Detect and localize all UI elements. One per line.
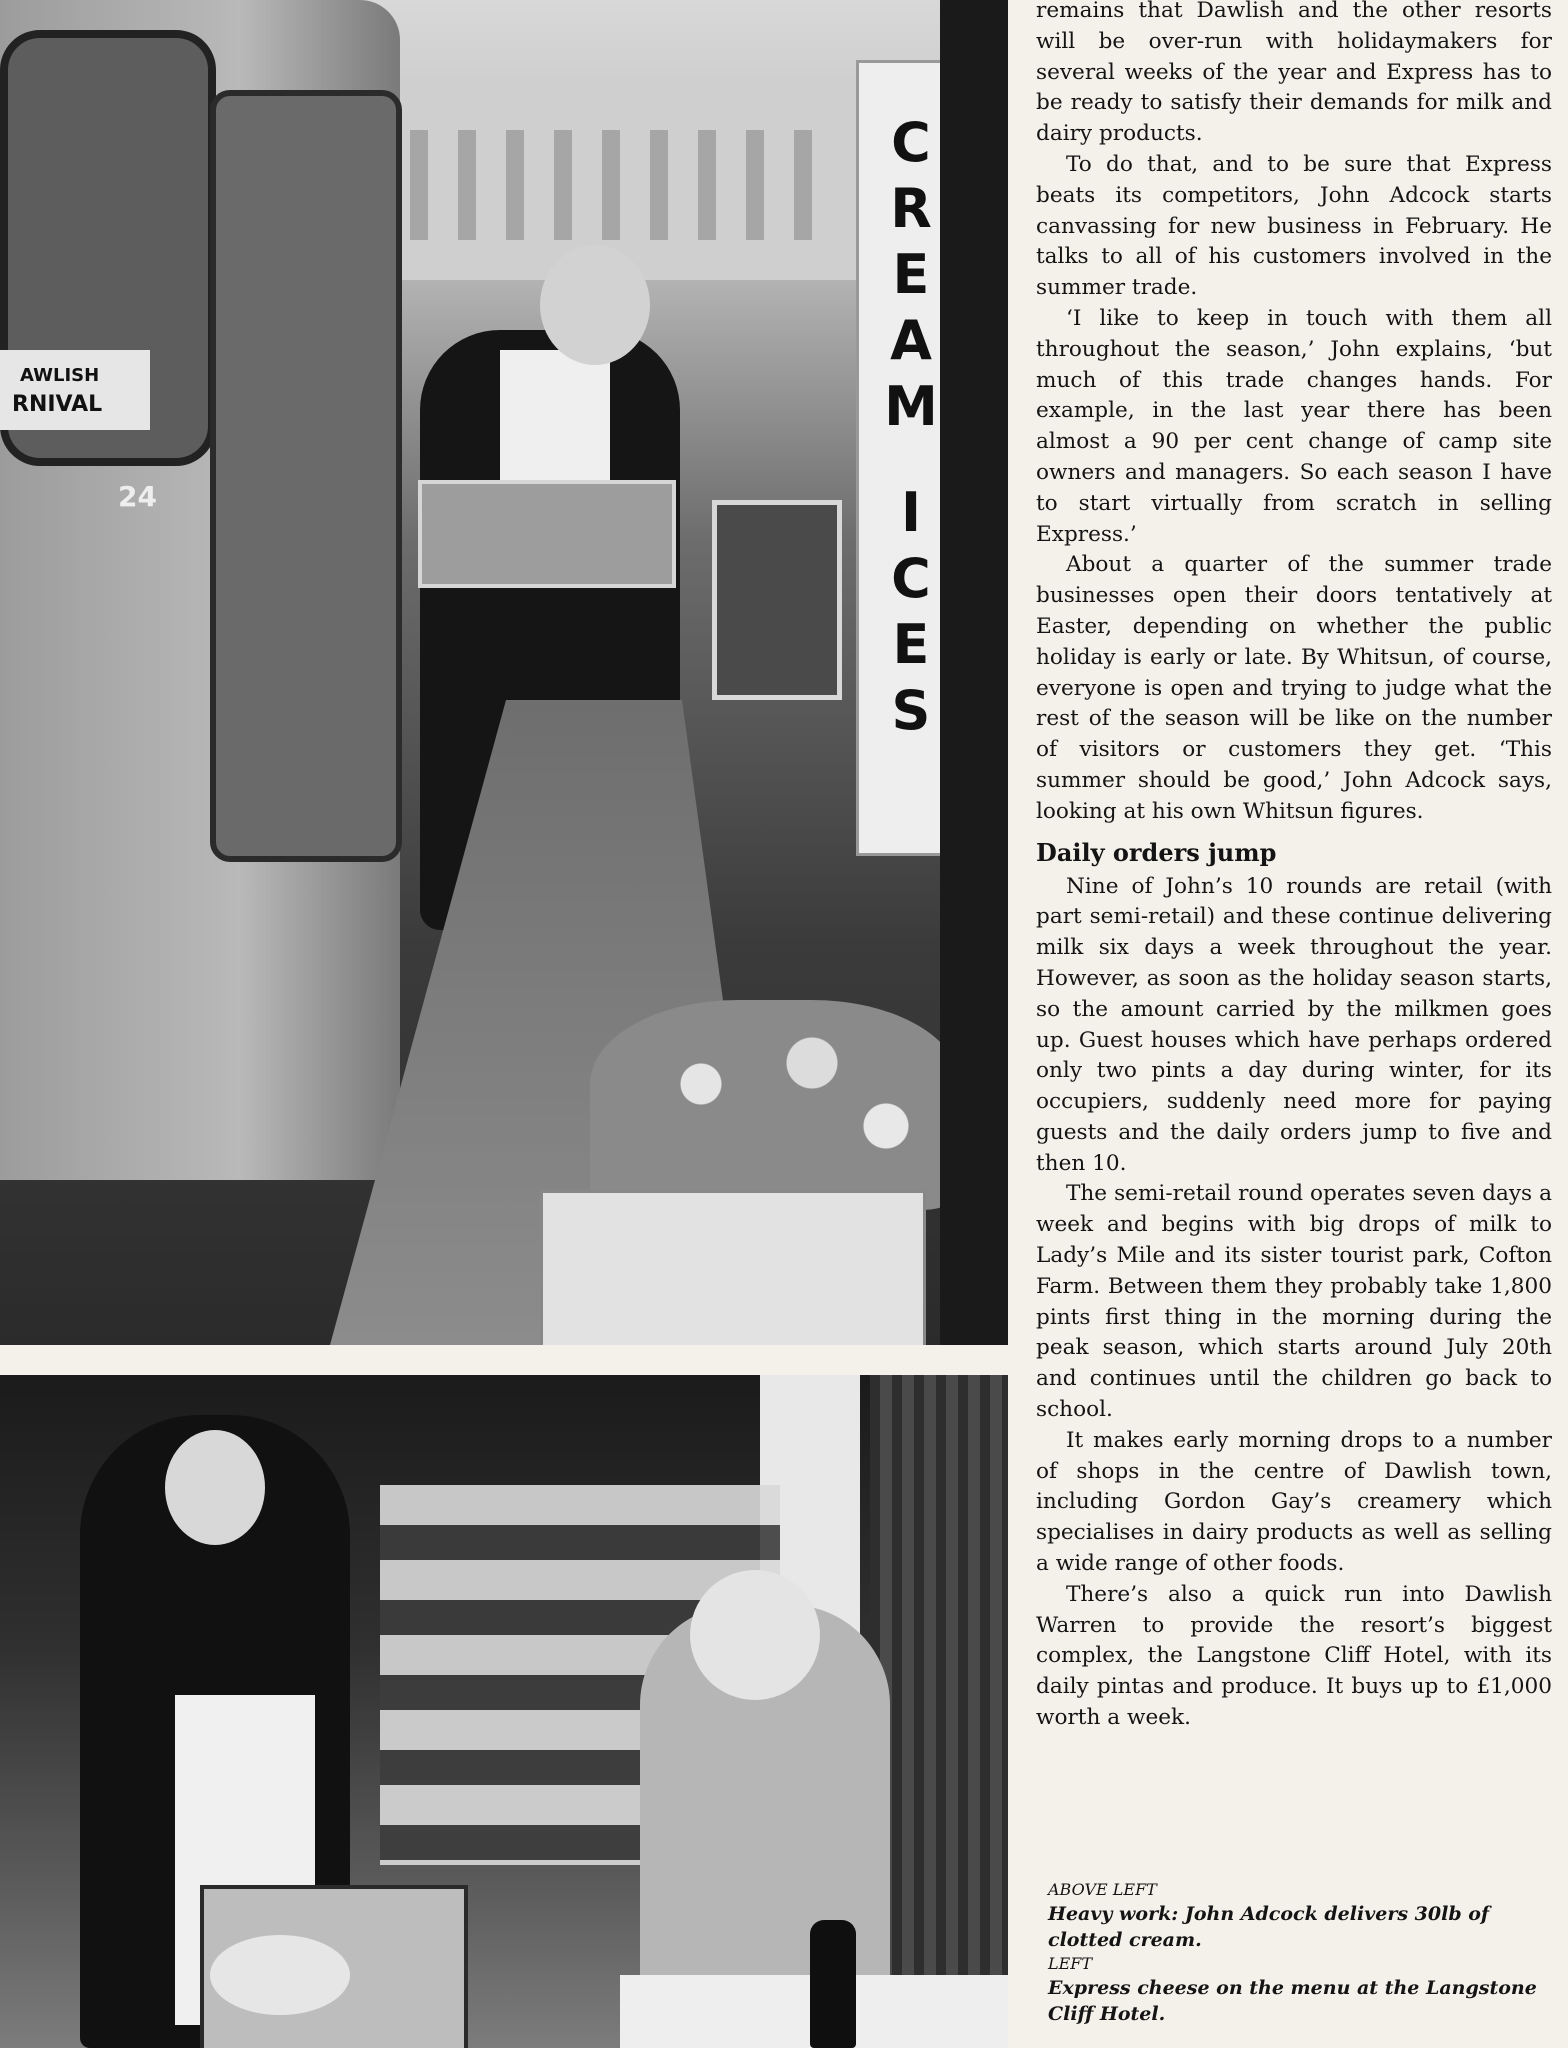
photo-building-windows: [410, 130, 830, 240]
photo-shop-door: [940, 0, 1008, 1345]
caption-above-left-label: ABOVE LEFT: [1048, 1880, 1157, 1899]
photo-milkman-head: [540, 245, 650, 365]
photo-cardboard-box: [540, 1190, 926, 1345]
photo-van-number: 24: [118, 480, 157, 513]
sign-letter-e: E: [892, 243, 930, 306]
photo-waitress-face: [165, 1430, 265, 1545]
photo-flowers: [590, 1000, 960, 1210]
photo-cream-trays: [418, 480, 676, 588]
article-subheading: Daily orders jump: [1036, 837, 1277, 867]
photo-van-poster-line2: RNIVAL: [12, 392, 103, 417]
article-paragraph-3: ‘I like to keep in touch with them all throughout the season,’ John explains, ‘but much of this trade changes hands. For example, in the last year there has been almost a 90 per cent change of camp site owners and managers. So each season I have to start virtually from scratch in selling Express.’: [1036, 305, 1552, 547]
article-paragraph-2: To do that, and to be sure that Express beats its competitors, John Adcock starts canvassing for new business in February. He talks to all of his customers involved in the summer trade.: [1036, 151, 1552, 301]
sign-letter-c2: C: [891, 547, 931, 610]
photo-woman-hair: [690, 1570, 820, 1700]
photo-van-door: [210, 90, 402, 862]
article-paragraph-8: There’s also a quick run into Dawlish Warren to provide the resort’s biggest complex, the Langstone Cliff Hotel, with its daily pintas and produce. It buys up to £1,000 worth a week.: [1036, 1581, 1552, 1731]
article-paragraph-6: The semi-retail round operates seven days a week and begins with big drops of milk to Lady’s Mile and its sister tourist park, Cofton Farm. Between them they probably take 1,800 pints first thing in the morning during the peak season, which starts around July 20th and continues until the children go back to school.: [1036, 1181, 1552, 1423]
photo-pushchair: [712, 500, 842, 700]
photo-milkman-delivery: [0, 0, 1008, 1345]
sign-letter-e2: E: [892, 613, 930, 676]
sign-letter-i: I: [900, 481, 922, 544]
sign-letter-r: R: [890, 177, 932, 240]
sign-letter-s: S: [891, 679, 931, 742]
photo-cheese-round: [210, 1935, 350, 2015]
sign-letter-a: A: [890, 309, 932, 372]
sign-letter-c: C: [891, 111, 931, 174]
caption-left-label: LEFT: [1048, 1954, 1093, 1973]
caption-left-text: Express cheese on the menu at the Langstone Cliff Hotel.: [1048, 1977, 1537, 2025]
caption-above-left-text: Heavy work: John Adcock delivers 30lb of clotted cream.: [1048, 1903, 1490, 1951]
photo-van-poster-line1: AWLISH: [20, 365, 100, 386]
photo-van-poster: [0, 350, 150, 430]
article-paragraph-7: It makes early morning drops to a number of shops in the centre of Dawlish town, including Gordon Gay’s creamery which specialises in dairy products as well as selling a wide range of other foods.: [1036, 1427, 1552, 1577]
photo-wine-bottle: [810, 1920, 856, 2048]
sign-letter-m: M: [884, 375, 938, 438]
photo-captions: [1048, 1879, 1558, 2027]
article-paragraph-5: Nine of John’s 10 rounds are retail (with part semi-retail) and these continue delivering milk six days a week throughout the year. However, as soon as the holiday season starts, so the amount carried by the milkmen goes up. Guest houses which have perhaps ordered only two pints a day during winter, for its occupiers, suddenly need more for paying guests and the daily orders jump to five and then 10.: [1036, 873, 1552, 1176]
article-paragraph-1: remains that Dawlish and the other resorts will be over-run with holidaymakers for several weeks of the year and Express has to be ready to satisfy their demands for milk and dairy products.: [1036, 0, 1552, 147]
article-column: [1036, 0, 1552, 2048]
article-paragraph-4: About a quarter of the summer trade businesses open their doors tentatively at Easter, depending on whether the public holiday is early or late. By Whitsun, of course, everyone is open and trying to judge what the rest of the season will be like on the number of visitors or customers they get. ‘This summer should be good,’ John Adcock says, looking at his own Whitsun figures.: [1036, 552, 1552, 824]
photo-curtain: [870, 1375, 1008, 2048]
photo-hotel-dining: [0, 1375, 1008, 2048]
